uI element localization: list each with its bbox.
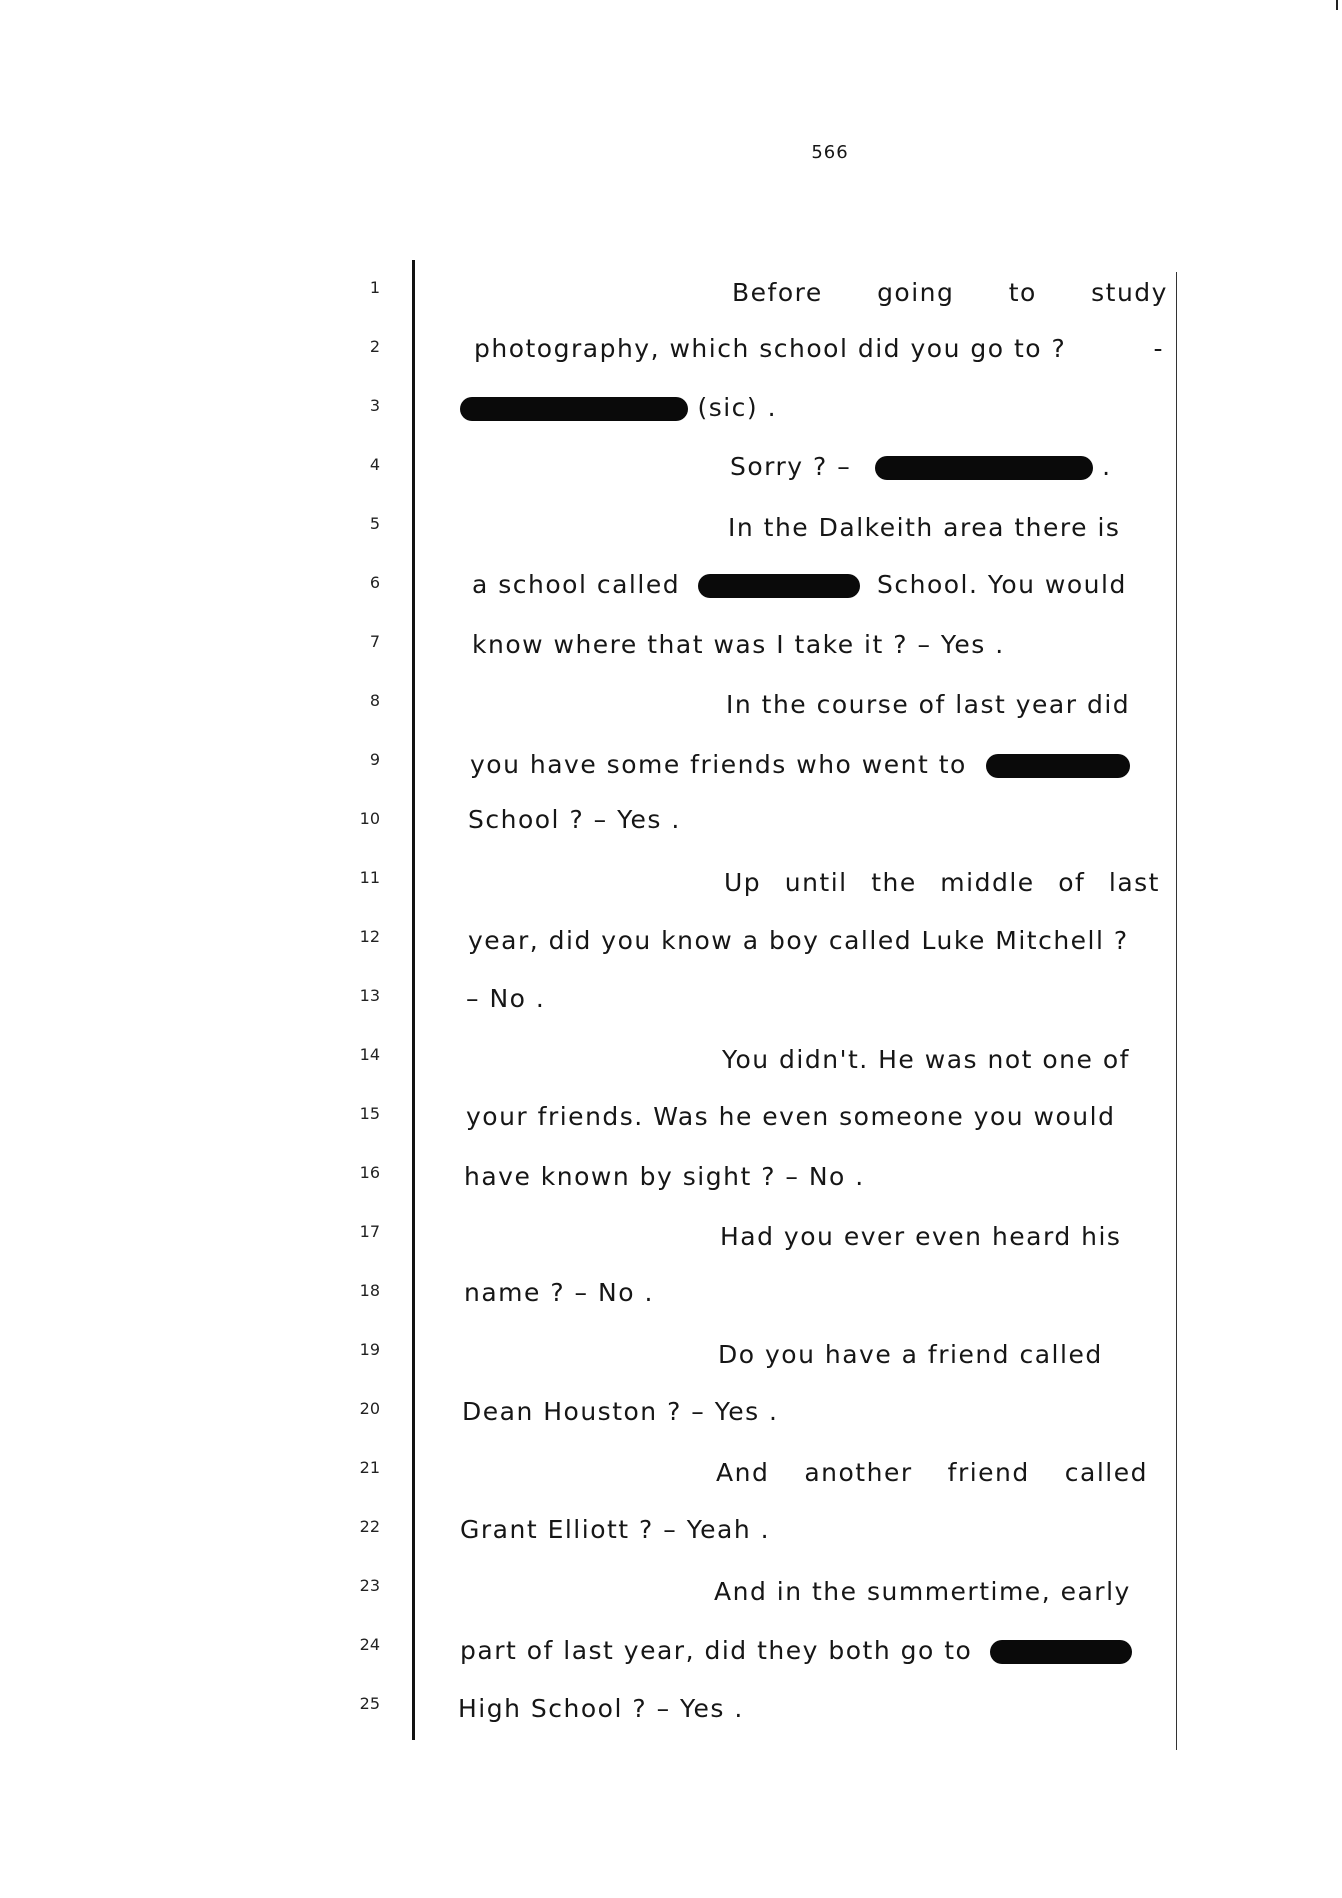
transcript-line-3 [460, 393, 777, 422]
transcript-line-7: know where that was I take it ? – Yes . [472, 630, 1005, 659]
line-number: 11 [359, 868, 380, 887]
line-number: 20 [359, 1399, 380, 1418]
line-number: 7 [369, 632, 380, 651]
line-number: 6 [369, 573, 380, 592]
redaction-bar [698, 574, 860, 598]
line-number: 16 [359, 1163, 380, 1182]
word: the [871, 868, 917, 897]
line-number: 4 [369, 455, 380, 474]
line-text: you have some friends who went to [470, 750, 967, 779]
transcript-line-8: In the course of last year did [726, 690, 1131, 719]
line-text: School. You would [876, 570, 1127, 599]
line-text: a school called [472, 570, 681, 599]
left-margin-rule [412, 260, 415, 1740]
line-text: - [1153, 334, 1164, 363]
scan-corner-mark [1336, 0, 1338, 10]
transcript-line-24 [460, 1636, 1132, 1665]
line-text: photography, which school did you go to ? [474, 334, 1067, 363]
page-number: 566 [811, 142, 849, 163]
transcript-line-18: name ? – No . [464, 1278, 654, 1307]
redaction-bar [875, 456, 1093, 480]
word: until [784, 868, 848, 897]
word: another [804, 1458, 913, 1487]
word: And [716, 1458, 770, 1487]
transcript-line-17: Had you ever even heard his [720, 1222, 1122, 1251]
transcript-line-16: have known by sight ? – No . [464, 1162, 865, 1191]
transcript-line-13: – No . [466, 984, 546, 1013]
word: study [1091, 278, 1168, 307]
line-number: 5 [369, 514, 380, 533]
line-number: 8 [369, 691, 380, 710]
line-number: 10 [359, 809, 380, 828]
word: going [877, 278, 955, 307]
line-number: 12 [359, 927, 380, 946]
transcript-line-4 [730, 452, 1112, 481]
transcript-line-19: Do you have a friend called [718, 1340, 1103, 1369]
line-number: 15 [359, 1104, 380, 1123]
line-text: . [1102, 452, 1112, 481]
line-number: 25 [359, 1694, 380, 1713]
transcript-line-21 [716, 1458, 1148, 1487]
line-number: 24 [359, 1635, 380, 1654]
line-text: (sic) . [697, 393, 778, 422]
transcript-line-1 [732, 278, 1168, 307]
word: Before [732, 278, 823, 307]
transcript-line-15: your friends. Was he even someone you would [466, 1102, 1116, 1131]
line-number: 23 [359, 1576, 380, 1595]
line-number: 19 [359, 1340, 380, 1359]
line-number: 22 [359, 1517, 380, 1536]
transcript-line-5: In the Dalkeith area there is [728, 513, 1121, 542]
transcript-line-14: You didn't. He was not one of [722, 1045, 1130, 1074]
line-number: 2 [369, 337, 380, 356]
word: last [1108, 868, 1160, 897]
transcript-line-11 [724, 868, 1160, 897]
word: middle [940, 868, 1035, 897]
transcript-line-20: Dean Houston ? – Yes . [462, 1397, 779, 1426]
line-number: 17 [359, 1222, 380, 1241]
transcript-line-12: year, did you know a boy called Luke Mitchell ? [468, 926, 1129, 955]
word: called [1064, 1458, 1148, 1487]
transcript-line-22: Grant Elliott ? – Yeah . [460, 1515, 771, 1544]
line-number: 21 [359, 1458, 380, 1477]
line-number: 13 [359, 986, 380, 1005]
transcript-line-2 [474, 334, 1164, 363]
line-text: Sorry ? – [730, 452, 852, 481]
redaction-bar [460, 397, 688, 421]
transcript-line-23: And in the summertime, early [714, 1577, 1131, 1606]
word: of [1058, 868, 1086, 897]
line-number: 1 [369, 278, 380, 297]
line-number: 9 [369, 750, 380, 769]
line-number: 18 [359, 1281, 380, 1300]
line-text: part of last year, did they both go to [460, 1636, 973, 1665]
transcript-line-10: School ? – Yes . [468, 805, 681, 834]
word: to [1008, 278, 1037, 307]
transcript-line-6 [472, 570, 1127, 599]
right-margin-rule [1176, 272, 1177, 1750]
word: friend [947, 1458, 1030, 1487]
line-number: 3 [369, 396, 380, 415]
redaction-bar [990, 1640, 1132, 1664]
transcript-line-9 [470, 750, 1130, 779]
transcript-line-25: High School ? – Yes . [458, 1694, 744, 1723]
redaction-bar [986, 754, 1130, 778]
line-number: 14 [359, 1045, 380, 1064]
word: Up [724, 868, 762, 897]
